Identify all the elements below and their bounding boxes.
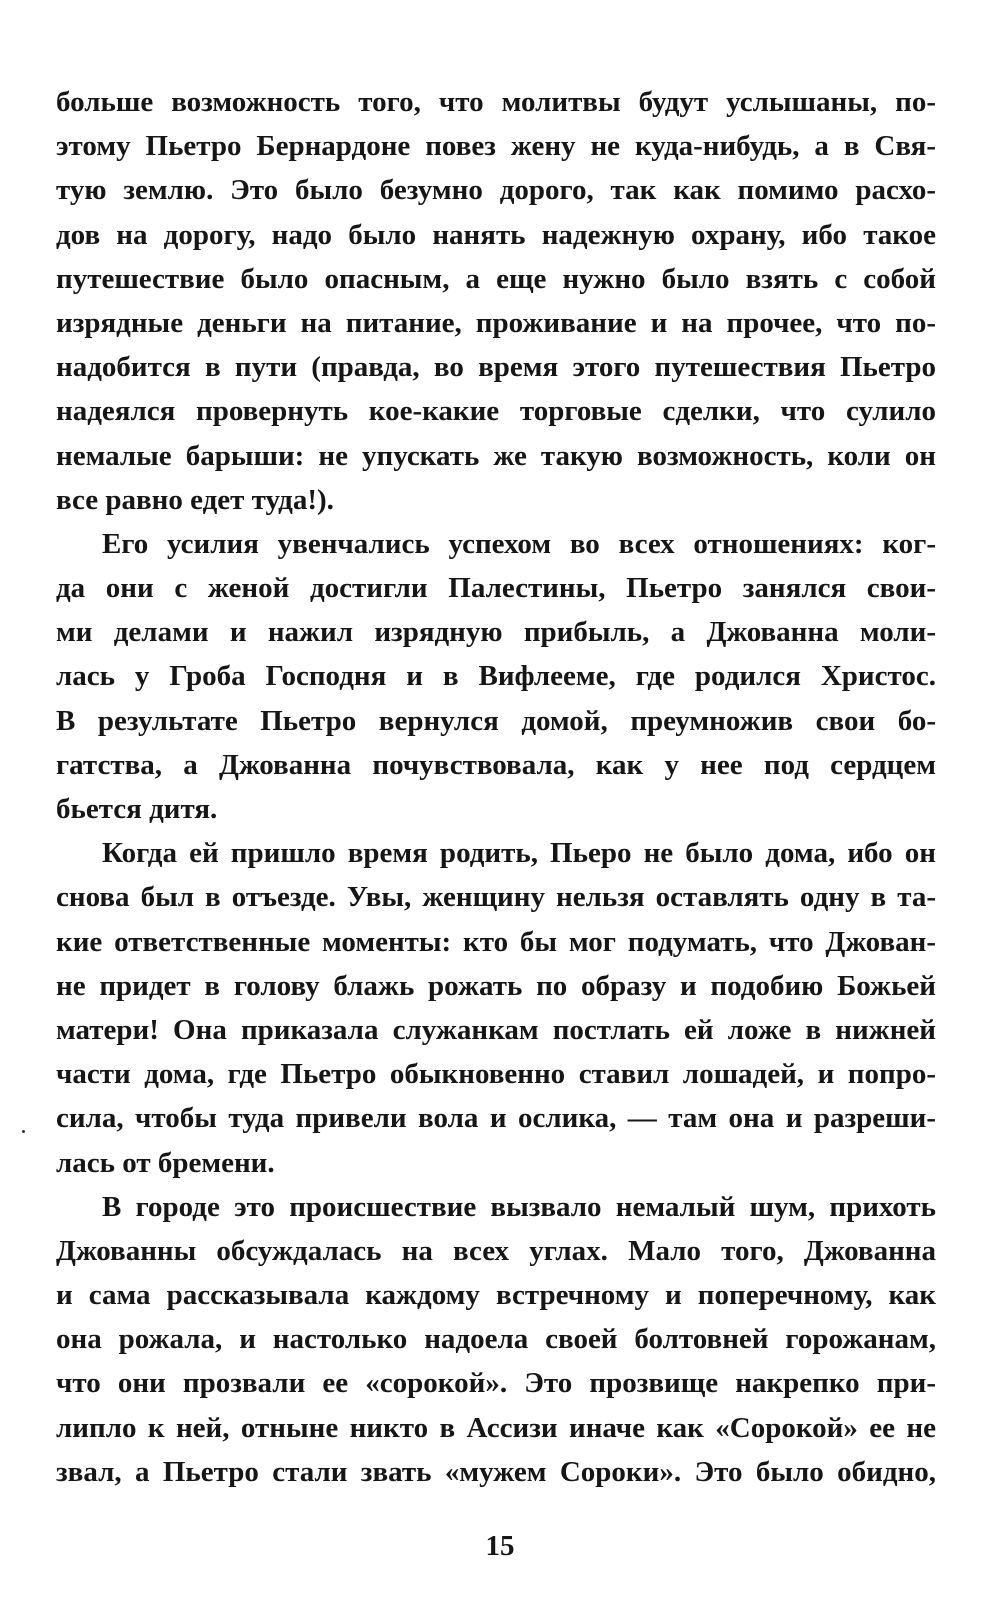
text-line: Его усилия увенчались успехом во всех отношениях: ког- <box>102 527 936 560</box>
text-line: надеялся провернуть кое-какие торговые сделки, что сулило <box>56 395 936 428</box>
scan-speck <box>22 1130 25 1133</box>
text-line: изрядные деньги на питание, проживание и на прочее, что по- <box>56 306 936 339</box>
text-line: гатства, а Джованна почувствовала, как у нее под сердцем <box>56 748 936 781</box>
text-line: не придет в голову блажь рожать по образу и подобию Божьей <box>56 969 936 1002</box>
text-line: Джованны обсуждалась на всех углах. Мало того, Джованна <box>56 1234 936 1267</box>
text-line: и сама рассказывала каждому встречному и поперечному, как <box>56 1279 936 1312</box>
text-line: она рожала, и настолько надоела своей болтовней горожанам, <box>56 1323 936 1356</box>
text-line: В городе это происшествие вызвало немалый шум, прихоть <box>102 1190 936 1223</box>
text-line: что они прозвали ее «сорокой». Это прозвище накрепко при- <box>56 1367 936 1400</box>
text-line: лась у Гроба Господня и в Вифлееме, где родился Христос. <box>56 660 936 693</box>
text-line: путешествие было опасным, а еще нужно было взять с собой <box>56 262 936 295</box>
text-line: да они с женой достигли Палестины, Пьетро занялся свои- <box>56 572 936 605</box>
text-line: тую землю. Это было безумно дорого, так как помимо расхо- <box>56 174 936 207</box>
text-line: ми делами и нажил изрядную прибыль, а Джованна моли- <box>56 616 936 649</box>
text-line: липло к ней, отныне никто в Ассизи иначе как «Сорокой» ее не <box>56 1411 936 1444</box>
text-line: надобится в пути (правда, во время этого путешествия Пьетро <box>56 351 936 384</box>
text-line: немалые барыши: не упускать же такую возможность, коли он <box>56 439 936 472</box>
text-line: все равно едет туда!). <box>56 483 334 516</box>
page-number: 15 <box>485 1530 515 1562</box>
text-line: матери! Она приказала служанкам постлать ей ложе в нижней <box>56 1013 936 1046</box>
text-line: части дома, где Пьетро обыкновенно ставил лошадей, и попро- <box>56 1058 936 1091</box>
text-line: этому Пьетро Бернардоне повез жену не куда-нибудь, а в Свя- <box>56 130 936 163</box>
text-line: Когда ей пришло время родить, Пьеро не было дома, ибо он <box>102 837 936 870</box>
text-line: сила, чтобы туда привели вола и ослика, — там она и разреши- <box>56 1102 936 1135</box>
text-line: дов на дорогу, надо было нанять надежную охрану, ибо такое <box>56 218 936 251</box>
text-line: звал, а Пьетро стали звать «мужем Сороки». Это было обидно, <box>56 1455 936 1488</box>
body-text <box>56 80 936 1494</box>
text-line: лась от бремени. <box>56 1146 275 1179</box>
text-line: кие ответственные моменты: кто бы мог подумать, что Джован- <box>56 925 936 958</box>
text-line: снова был в отъезде. Увы, женщину нельзя оставлять одну в та- <box>56 881 936 914</box>
text-line: больше возможность того, что молитвы будут услышаны, по- <box>56 86 936 118</box>
text-line: В результате Пьетро вернулся домой, преумножив свои бо- <box>56 704 936 737</box>
text-line: бьется дитя. <box>56 793 218 825</box>
